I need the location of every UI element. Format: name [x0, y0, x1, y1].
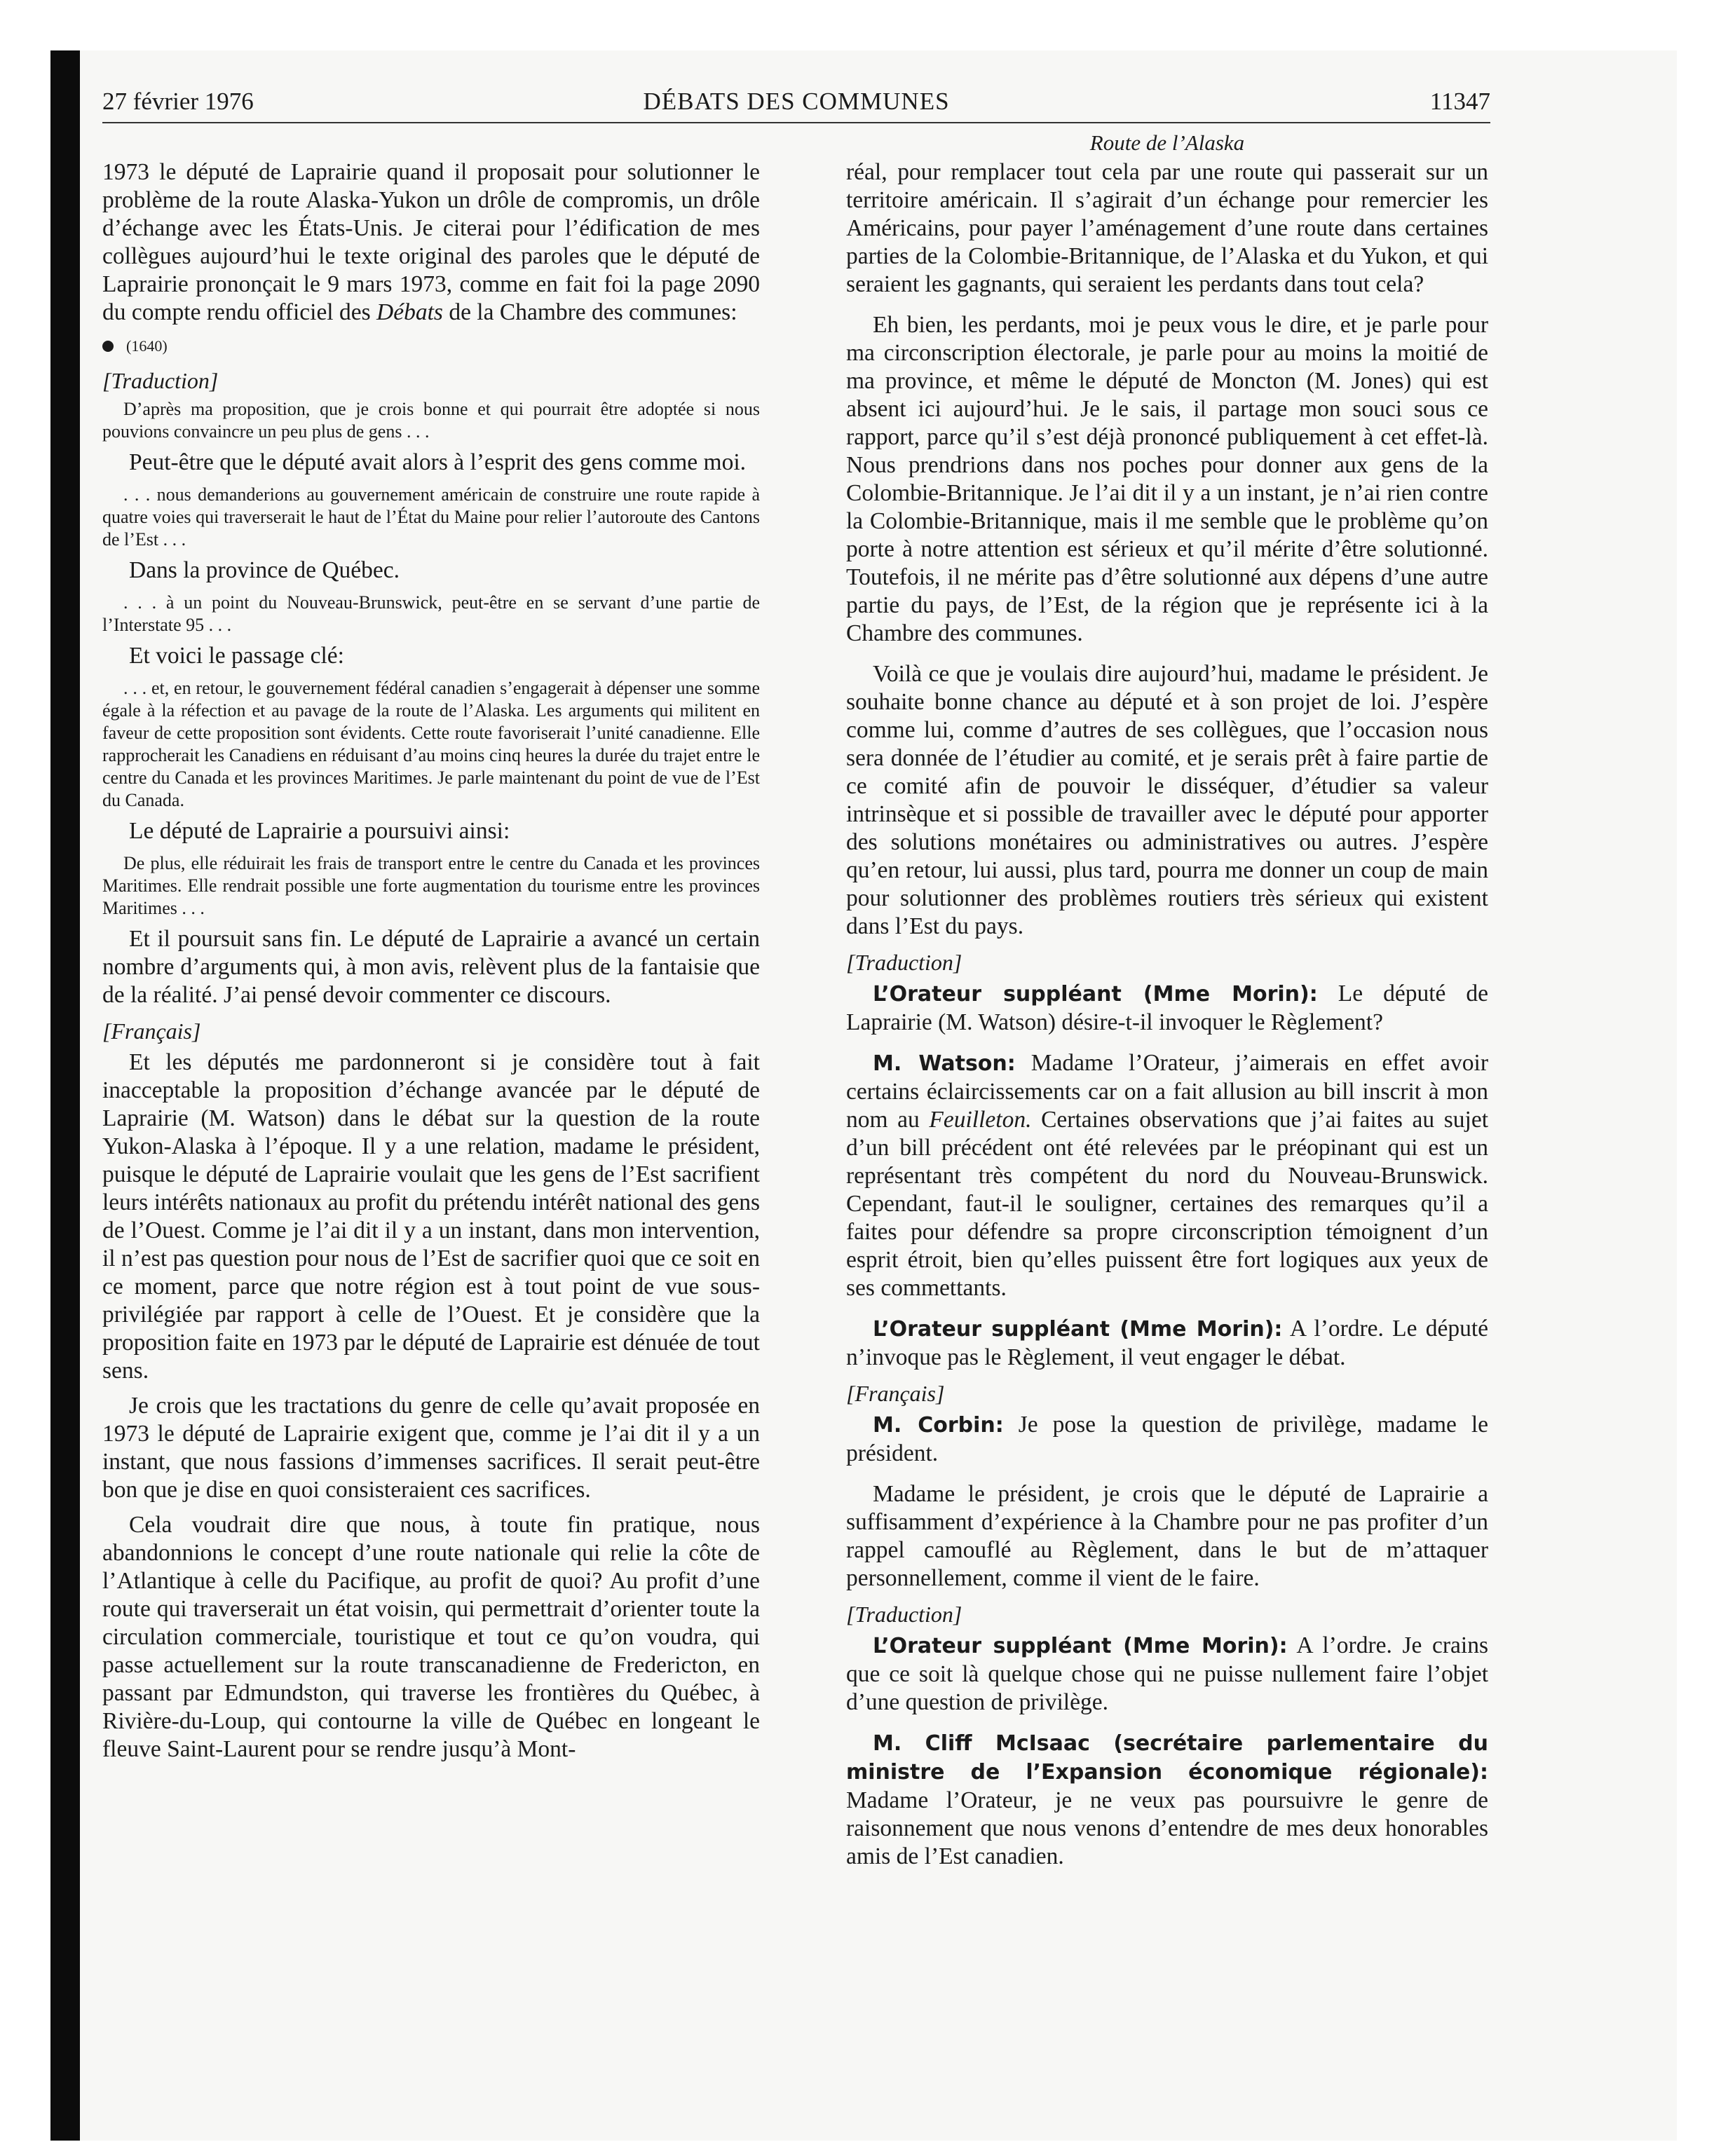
paragraph: Et il poursuit sans fin. Le député de Laprairie a avancé un certain nombre d’arguments qui, à mon avis, relèvent plus de la fantaisie que de la réalité. J’ai pensé devoir commenter ce discours. [102, 926, 760, 1008]
speaker-name: L’Orateur suppléant (Mme Morin): [873, 1634, 1288, 1658]
quotation: De plus, elle réduirait les frais de transport entre le centre du Canada et les provinces Maritimes. Elle rendrait possible une forte augmentation du tourisme entre les provinces Maritimes . . . [102, 853, 760, 918]
paragraph: Le député de Laprairie a poursuivi ainsi: [129, 818, 510, 844]
time-marker: (1640) [102, 334, 760, 359]
paragraph: Voilà ce que je voulais dire aujourd’hui, madame le président. Je souhaite bonne chance au député et à son projet de loi. J’espère comme lui, comme d’autres de ses collègues, que l’occasion nous sera donnée de l’étudier au comité, et je serais prêt à faire partie de ce comité afin de pouvoir le disséquer, d’étudier sa valeur intrinsèque et si possible de travailler avec le député pour apporter des solutions monétaires ou administratives ou autres. J’espère qu’en retour, lui aussi, plus tard, pourra me donner un coup de main pour solutionner des problèmes routiers très sérieux qui existent dans l’Est du pays. [846, 661, 1488, 939]
speech: M. Watson: Madame l’Orateur, j’aimerais en effet avoir certains éclaircissements car on a fait allusion au bill inscrit à mon nom au Feuilleton. Certaines observations que j’ai faites au sujet d’un bill précédent ont été relevées par le préopinant qui est un représentant très compétent du nord du Nouveau-Brunswick. Cependant, faut-il le souligner, certaines des remarques qu’il a faites pour défendre sa propre circonscription témoignent d’un esprit étroit, bien qu’elles puissent être fort logiques aux yeux de ses commettants. [846, 1050, 1488, 1301]
quotation: . . . et, en retour, le gouvernement fédéral canadien s’engagerait à dépenser une somme égale à la réfection et au pavage de la route de l’Alaska. Les arguments qui militent en faveur de cette proposition sont évidents. Cette route favoriserait l’unité canadienne. Elle rapprocherait les Canadiens en réduisant d’au moins cinq heures la durée du trajet entre le centre du Canada et les provinces Maritimes. Je parle maintenant du point de vue de l’Est du Canada. [102, 678, 760, 810]
header-date: 27 février 1976 [102, 88, 254, 115]
speech: L’Orateur suppléant (Mme Morin): A l’ordre. Je crains que ce soit là quelque chose qui ne puisse nullement faire l’objet d’une question de privilège. [846, 1632, 1488, 1715]
speaker-name: M. Cliff McIsaac (secrétaire parlementaire du ministre de l’Expansion économique régionale): [846, 1731, 1488, 1785]
header-title: DÉBATS DES COMMUNES [643, 88, 950, 115]
paragraph: Madame le président, je crois que le député de Laprairie a suffisamment d’expérience à la Chambre pour ne pas profiter d’un rappel camouflé au Règlement, dans le but de m’attaquer personnellement, comme il vient de le faire. [846, 1481, 1488, 1591]
scan-margin [0, 0, 50, 2156]
bullet-icon [102, 341, 114, 352]
language-tag: [Traduction] [846, 950, 962, 975]
speaker-name: M. Watson: [873, 1051, 1016, 1076]
speech: M. Corbin: Je pose la question de privilège, madame le président. [846, 1412, 1489, 1466]
speaker-name: M. Corbin: [873, 1413, 1004, 1438]
page-number: 11347 [1429, 88, 1490, 115]
quotation: D’après ma proposition, que je crois bonne et qui pourrait être adoptée si nous pouvions convaincre un peu plus de gens . . . [102, 399, 760, 442]
paragraph: Peut-être que le député avait alors à l’esprit des gens comme moi. [129, 449, 747, 475]
right-column [846, 158, 1488, 1878]
scan-binding-edge [50, 50, 80, 2141]
language-tag: [Traduction] [846, 1602, 962, 1627]
paragraph: Cela voudrait dire que nous, à toute fin pratique, nous abandonnions le concept d’une route nationale qui relie la côte de l’Atlantique à celle du Pacifique, au profit de quoi? Au profit d’une route qui traverserait un état voisin, qui permettrait d’orienter toute la circulation commerciale, touristique et tout ce qu’on voudra, qui passe actuellement sur la route transcanadienne de Fredericton, en passant par Edmundston, qui traverse les frontières du Québec, à Rivière-du-Loup, qui contourne la ville de Québec en longeant le fleuve Saint-Laurent pour se rendre jusqu’à Mont- [102, 1512, 760, 1762]
paragraph: réal, pour remplacer tout cela par une route qui passerait sur un territoire américain. Il s’agirait d’un échange pour remercier les Américains, pour payer l’aménagement d’une route dans certaines parties de la Colombie-Britannique, de l’Alaska et du Yukon, et qui seraient les gagnants, qui seraient les perdants dans tout cela? [846, 159, 1488, 297]
language-tag: [Français] [102, 1018, 201, 1044]
quotation: . . . à un point du Nouveau-Brunswick, peut-être en se servant d’une partie de l’Interstate 95 . . . [102, 592, 760, 635]
paragraph: Et les députés me pardonneront si je considère tout à fait inacceptable la proposition d’échange avancée par le député de Laprairie (M. Watson) dans le débat sur la question de la route Yukon-Alaska à l’époque. Il y a une relation, madame le président, puisque le député de Laprairie voulait que les gens de l’Est sacrifient leurs intérêts nationaux au profit du prétendu intérêt national des gens de l’Ouest. Comme je l’ai dit il y a un instant, dans mon intervention, il n’est pas question pour nous de l’Est de sacrifier quoi que ce soit en ce moment, parce que notre région est à tout point de vue sous-privilégiée par rapport à celle de l’Ouest. Et je considère que la proposition faite en 1973 par le député de Laprairie est dénuée de tout sens. [102, 1049, 760, 1384]
running-subtopic: Route de l’Alaska [1089, 130, 1245, 155]
speaker-name: L’Orateur suppléant (Mme Morin): [873, 1317, 1283, 1342]
paragraph: Et voici le passage clé: [129, 643, 344, 669]
page-header [102, 83, 1490, 121]
paragraph: Je crois que les tractations du genre de celle qu’avait proposée en 1973 le député de Laprairie exigent que, comme je l’ai dit il y a un instant, que nous fassions d’immenses sacrifices. Il serait peut-être bon que je dise en quoi consisteraient ces sacrifices. [102, 1393, 760, 1503]
language-tag: [Traduction] [102, 368, 219, 393]
language-tag: [Français] [846, 1381, 945, 1406]
paragraph: Eh bien, les perdants, moi je peux vous le dire, et je parle pour ma circonscription électorale, je parle pour au moins la moitié de ma province, et même le député de Moncton (M. Jones) qui est absent ici aujourd’hui. Je le sais, il partage mon souci sous ce rapport, parce qu’il s’est déjà prononcé publiquement à cet effet-là. Nous prendrions dans nos poches pour donner aux gens de la Colombie-Britannique. Je l’ai dit il y a un instant, je n’ai rien contre la Colombie-Britannique, mais il me semble que le problème qu’on porte à notre attention est sérieux et qu’il mérite d’être solutionné. Toutefois, il ne mérite pas d’être solutionné aux dépens d’une autre partie du pays, de l’Est, de la région que je représente ici à la Chambre des communes. [846, 312, 1488, 646]
speech: M. Cliff McIsaac (secrétaire parlementaire du ministre de l’Expansion économique régionale): Madame l’Orateur, je ne veux pas poursuivre le genre de raisonnement que nous venons d’entendre de mes deux honorables amis de l’Est canadien. [846, 1731, 1488, 1869]
left-column [102, 158, 760, 1770]
speaker-name: L’Orateur suppléant (Mme Morin): [873, 982, 1318, 1007]
quotation: . . . nous demanderions au gouvernement américain de construire une route rapide à quatre voies qui traverserait le haut de l’État du Maine pour relier l’autoroute des Cantons de l’Est . . . [102, 484, 760, 550]
header-rule [102, 122, 1490, 123]
speech: L’Orateur suppléant (Mme Morin): Le député de Laprairie (M. Watson) désire-t-il invoquer le Règlement? [846, 981, 1489, 1035]
paragraph: 1973 le député de Laprairie quand il proposait pour solutionner le problème de la route Alaska-Yukon un drôle de compromis, un drôle d’échange avec les États-Unis. Je citerai pour l’édification de mes collègues aujourd’hui le texte original des paroles que le député de Laprairie prononçait le 9 mars 1973, comme en fait foi la page 2090 du compte rendu officiel des Débats de la Chambre des communes: [102, 159, 760, 325]
speech: L’Orateur suppléant (Mme Morin): A l’ordre. Le député n’invoque pas le Règlement, il veut engager le débat. [846, 1316, 1488, 1370]
paragraph: Dans la province de Québec. [129, 557, 400, 583]
